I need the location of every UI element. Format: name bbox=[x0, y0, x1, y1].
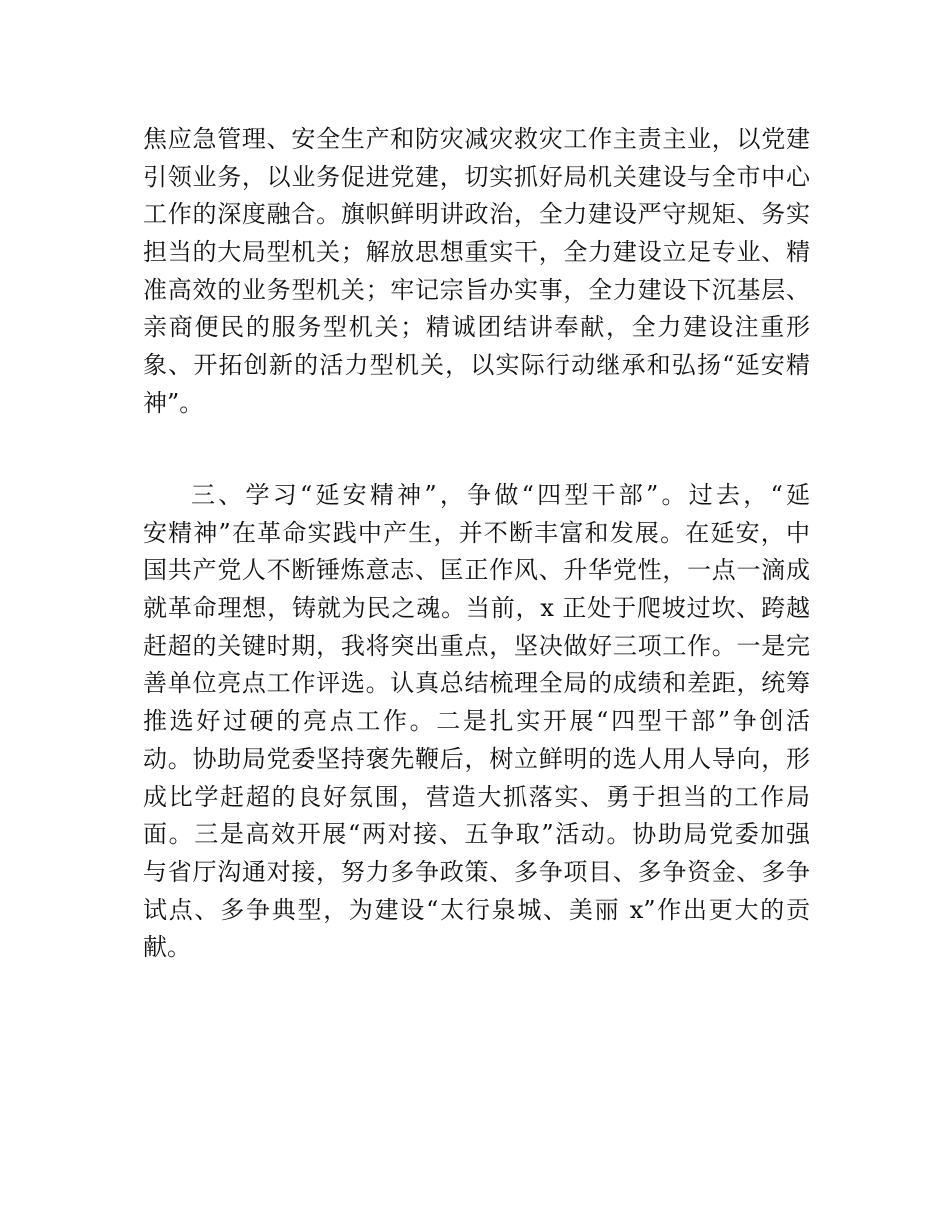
text-line: 三、学习“延安精神”，争做“四型干部”。过去，“延 bbox=[191, 481, 810, 509]
text-line: 推选好过硬的亮点工作。二是扎实开展“四型干部”争创活 bbox=[143, 707, 810, 736]
text-line: 神”。 bbox=[143, 388, 204, 417]
text-line: 动。协助局党委坚持褒先鞭后，树立鲜明的选人用人导向，形 bbox=[143, 744, 810, 773]
paragraph-2 bbox=[143, 477, 810, 967]
text-line: 就革命理想，铸就为民之魂。当前，x 正处于爬坡过坎、跨越 bbox=[143, 594, 810, 623]
text-line: 工作的深度融合。旗帜鲜明讲政治，全力建设严守规矩、务实 bbox=[143, 200, 810, 229]
text-line: 引领业务，以业务促进党建，切实抓好局机关建设与全市中心 bbox=[143, 162, 810, 191]
text-line: 与省厅沟通对接，努力多争政策、多争项目、多争资金、多争 bbox=[143, 857, 810, 886]
text-line: 亲商便民的服务型机关；精诚团结讲奉献，全力建设注重形 bbox=[143, 313, 810, 342]
text-line: 成比学赶超的良好氛围，营造大抓落实、勇于担当的工作局 bbox=[143, 782, 810, 811]
text-line: 善单位亮点工作评选。认真总结梳理全局的成绩和差距，统筹 bbox=[143, 669, 810, 698]
text-line: 赶超的关键时期，我将突出重点，坚决做好三项工作。一是完 bbox=[143, 631, 810, 660]
text-line: 焦应急管理、安全生产和防灾减灾救灾工作主责主业，以党建 bbox=[143, 125, 810, 153]
text-line: 担当的大局型机关；解放思想重实干，全力建设立足专业、精 bbox=[143, 238, 810, 267]
text-line: 象、开拓创新的活力型机关，以实际行动继承和弘扬“延安精 bbox=[143, 351, 810, 380]
text-line: 面。三是高效开展“两对接、五争取”活动。协助局党委加强 bbox=[143, 820, 810, 849]
text-line: 国共产党人不断锤炼意志、匡正作风、升华党性，一点一滴成 bbox=[143, 556, 810, 585]
text-line: 献。 bbox=[143, 933, 191, 962]
text-line: 试点、多争典型，为建设“太行泉城、美丽 x”作出更大的贡 bbox=[143, 895, 810, 924]
paragraph-1 bbox=[143, 121, 810, 423]
text-line: 安精神”在革命实践中产生，并不断丰富和发展。在延安，中 bbox=[143, 518, 810, 547]
text-line: 准高效的业务型机关；牢记宗旨办实事，全力建设下沉基层、 bbox=[143, 275, 810, 304]
